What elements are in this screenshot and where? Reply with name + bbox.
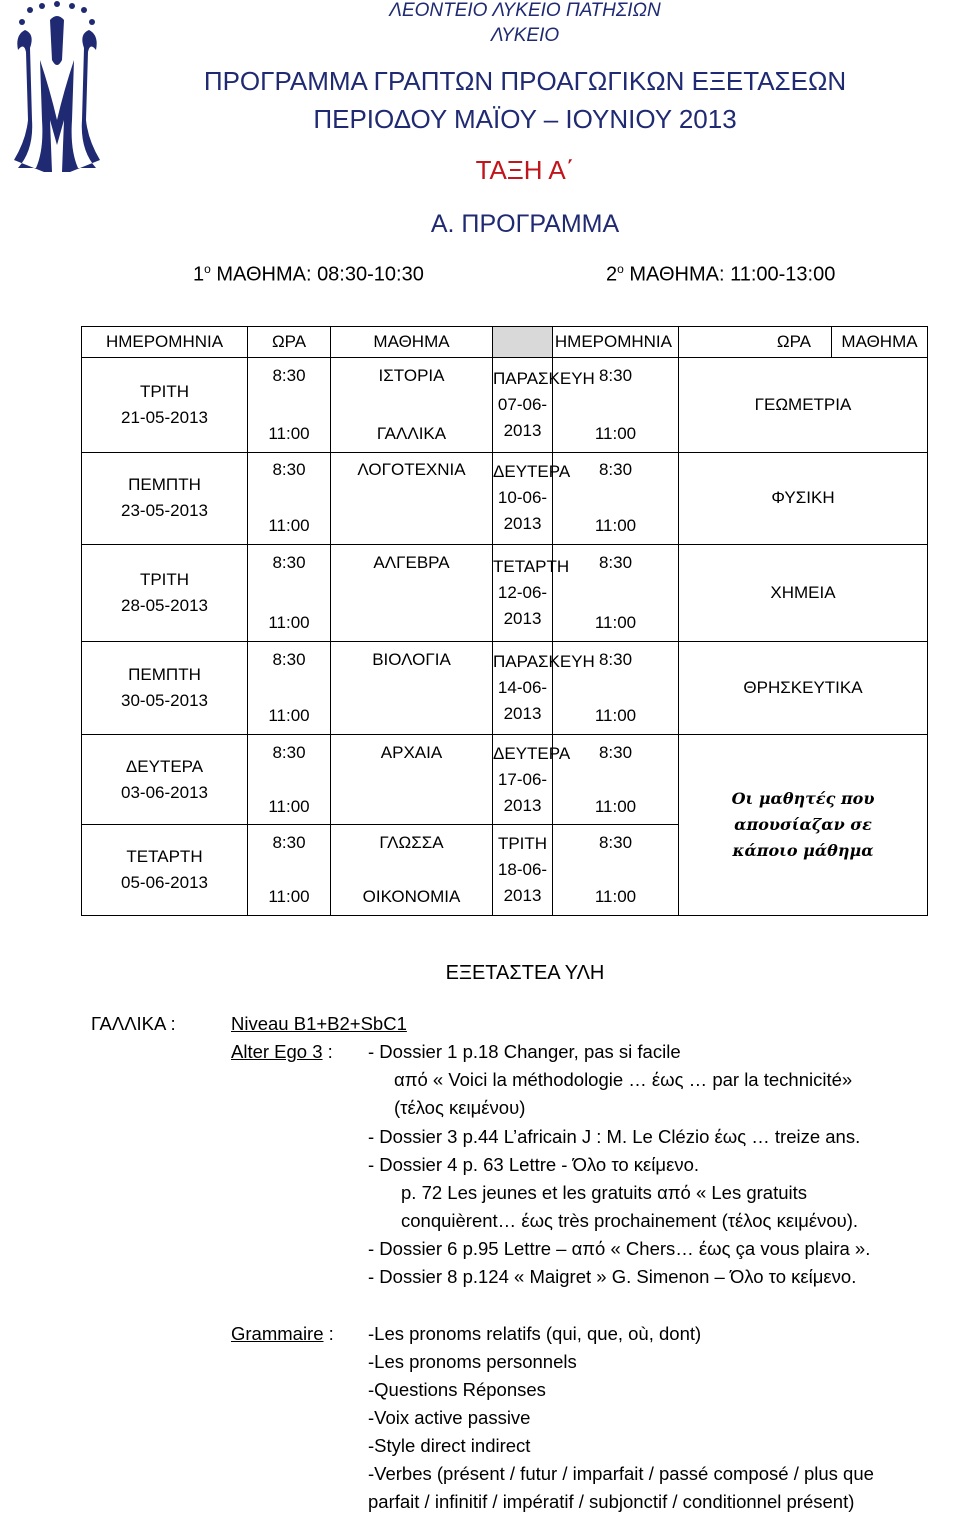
day-name: ΤΡΙΤΗ <box>139 381 190 401</box>
title-line2: ΠΕΡΙΟΔΟΥ ΜΑΪΟΥ – ΙΟΥΝΙΟΥ 2013 <box>313 104 737 134</box>
date-cell <box>493 545 570 642</box>
time: 11:00 <box>268 705 310 725</box>
syllabus-subject: ΓΑΛΛΙΚΑ : <box>91 1013 176 1034</box>
subject-cell <box>331 545 493 642</box>
subject-cell <box>331 642 493 735</box>
date: 23-05-2013 <box>121 501 208 521</box>
subject: ΘΡΗΣΚΕΥΤΙΚΑ <box>743 677 863 697</box>
date-cell <box>493 452 571 545</box>
day-name: ΤΡΙΤΗ <box>497 834 548 854</box>
grammar-line: -Voix active passive <box>368 1407 531 1428</box>
subject: ΓΕΩΜΕΤΡΙΑ <box>754 394 852 414</box>
day-name: ΤΡΙΤΗ <box>139 570 190 590</box>
time: 8:30 <box>272 365 306 385</box>
subject: ΓΑΛΛΙΚΑ <box>376 423 447 443</box>
absent-note-line: Οι μαθητές που <box>731 788 875 808</box>
day-name: ΠΕΜΠΤΗ <box>128 664 201 684</box>
grammar-line: -Les pronoms personnels <box>368 1351 577 1372</box>
section-title: Α. ΠΡΟΓΡΑΜΜΑ <box>430 210 620 238</box>
date: 21-05-2013 <box>121 407 208 427</box>
time-cell <box>553 357 679 452</box>
subject: ΛΟΓΟΤΕΧΝΙΑ <box>357 460 466 480</box>
date-cell <box>82 734 248 825</box>
time: 8:30 <box>272 553 306 573</box>
time: 11:00 <box>594 423 637 443</box>
syllabus-line: από « Voici la méthodologie … έως … par la technicité» <box>394 1069 853 1090</box>
time: 11:00 <box>268 613 310 633</box>
absent-note-line: απουσίαζαν σε <box>734 814 872 834</box>
time: 11:00 <box>594 796 637 816</box>
subject-cell <box>331 357 493 452</box>
syllabus-line: - Dossier 1 p.18 Changer, pas si facile <box>368 1041 681 1062</box>
day-name: ΠΑΡΑΣΚΕΥΗ <box>493 368 595 388</box>
date-cell <box>82 825 248 916</box>
header-cell: ΗΜΕΡΟΜΗΝΙΑ <box>553 327 679 358</box>
subject: ΒΙΟΛΟΓΙΑ <box>372 649 451 669</box>
subject: ΟΙΚΟΝΟΜΙΑ <box>362 887 461 907</box>
syllabus-level: Niveau B1+B2+SbC1 <box>231 1013 407 1034</box>
time-cell <box>248 734 331 825</box>
date-cell <box>82 452 248 545</box>
subject-cell <box>679 642 928 735</box>
syllabus-line: - Dossier 3 p.44 L’africain J : M. Le Clézio έως … treize ans. <box>368 1126 861 1147</box>
date-cell <box>82 357 248 452</box>
date-cell <box>82 642 248 735</box>
syllabus-line: (τέλος κειμένου) <box>394 1097 526 1118</box>
subject: ΦΥΣΙΚΗ <box>771 488 835 508</box>
absent-note-line: κάποιο μάθημα <box>732 840 874 860</box>
table-row <box>82 734 928 825</box>
table-row <box>82 545 928 642</box>
date: 14-06-2013 <box>497 677 548 723</box>
subject: ΙΣΤΟΡΙΑ <box>378 365 445 385</box>
time: 8:30 <box>272 649 306 669</box>
time-cell <box>553 452 679 545</box>
time-cell <box>553 825 679 916</box>
time-cell <box>553 642 679 735</box>
time: 11:00 <box>594 887 637 907</box>
period-2: $2^o$ ΜΑΘΗΜΑ: 11:00-13:00 <box>606 262 836 286</box>
day-name: ΠΑΡΑΣΚΕΥΗ <box>493 651 595 671</box>
day-name: ΤΕΤΑΡΤΗ <box>493 557 570 577</box>
day-name: ΔΕΥΤΕΡΑ <box>493 462 571 482</box>
time: 8:30 <box>598 365 633 385</box>
grammar-line: parfait / infinitif / impératif / subjonctif / conditionnel présent) <box>368 1491 855 1512</box>
table-row <box>82 642 928 735</box>
table-row <box>82 452 928 545</box>
date: 17-06-2013 <box>497 769 548 815</box>
subject: ΧΗΜΕΙΑ <box>770 583 836 603</box>
syllabus-line: - Dossier 6 p.95 Lettre – από « Chers… έως ça vous plaira ». <box>368 1238 871 1259</box>
syllabus-line: - Dossier 8 p.124 « Maigret » G. Simenon – Όλο το κείμενο. <box>368 1266 857 1287</box>
date: 07-06-2013 <box>497 394 548 440</box>
day-name: ΔΕΥΤΕΡΑ <box>125 756 204 776</box>
grammar-line: -Verbes (présent / futur / imparfait / passé composé / plus que <box>368 1463 874 1484</box>
class-title: ΤΑΞΗ Α΄ <box>475 155 575 185</box>
date-cell <box>493 357 595 452</box>
time: 11:00 <box>594 705 637 725</box>
subject-cell <box>679 545 928 642</box>
subject: ΑΡΧΑΙΑ <box>380 742 443 762</box>
grammar-line: -Les pronoms relatifs (qui, que, où, dont) <box>368 1323 702 1344</box>
grammar-label: Grammaire : <box>231 1323 334 1344</box>
time: 11:00 <box>268 796 310 816</box>
separator-column <box>493 327 553 358</box>
day-name: ΤΕΤΑΡΤΗ <box>126 847 203 867</box>
time: 11:00 <box>268 516 310 536</box>
grammar-line: -Style direct indirect <box>368 1435 531 1456</box>
header-cell: ΜΑΘΗΜΑ <box>331 327 493 358</box>
time: 11:00 <box>594 613 637 633</box>
header-cell: ΜΑΘΗΜΑ <box>832 327 928 358</box>
absent-note-cell <box>679 734 928 915</box>
date: 10-06-2013 <box>497 488 548 534</box>
date: 03-06-2013 <box>121 782 208 802</box>
time-cell <box>248 825 331 916</box>
exam-schedule-table <box>81 326 928 916</box>
date: 12-06-2013 <box>497 583 548 629</box>
subject-cell <box>331 825 493 916</box>
time: 8:30 <box>272 460 306 480</box>
date-cell <box>82 545 248 642</box>
time: 8:30 <box>272 833 306 853</box>
time-cell <box>248 452 331 545</box>
day-name: ΠΕΜΠΤΗ <box>128 475 201 495</box>
date-cell <box>493 642 595 735</box>
book-label: Alter Ego 3 : <box>231 1041 333 1062</box>
time-cell <box>248 357 331 452</box>
date: 05-06-2013 <box>121 873 208 893</box>
time-cell <box>553 734 679 825</box>
subject-cell <box>331 734 493 825</box>
date: 28-05-2013 <box>121 596 208 616</box>
syllabus-line: - Dossier 4 p. 63 Lettre - Όλο το κείμενο. <box>368 1154 700 1175</box>
title-line1: ΠΡΟΓΡΑΜΜΑ ΓΡΑΠΤΩΝ ΠΡΟΑΓΩΓΙΚΩΝ ΕΞΕΤΑΣΕΩΝ <box>203 66 847 96</box>
date-cell <box>493 825 553 916</box>
syllabus-title: ΕΞΕΤΑΣΤΕΑ ΥΛΗ <box>445 962 605 984</box>
time-cell <box>553 545 679 642</box>
school-name: ΛΕΟΝΤΕΙΟ ΛΥΚΕΙΟ ΠΑΤΗΣΙΩΝ <box>389 0 661 21</box>
syllabus-line: conquièrent… έως très prochainement (τέλος κειμένου). <box>401 1210 859 1231</box>
subject-cell <box>331 452 493 545</box>
syllabus-line: p. 72 Les jeunes et les gratuits από « Les gratuits <box>401 1182 808 1203</box>
time: 11:00 <box>268 423 310 443</box>
time: 8:30 <box>598 460 633 480</box>
school-level: ΛΥΚΕΙΟ <box>490 25 560 46</box>
day-name: ΔΕΥΤΕΡΑ <box>493 743 571 763</box>
date: 18-06-2013 <box>497 860 548 906</box>
header-cell: ΗΜΕΡΟΜΗΝΙΑ <box>82 327 248 358</box>
period-1: $1^o$ ΜΑΘΗΜΑ: 08:30-10:30 <box>193 262 424 286</box>
time: 8:30 <box>598 833 633 853</box>
time: 8:30 <box>598 553 633 573</box>
subject-cell <box>679 452 928 545</box>
grammar-line: -Questions Réponses <box>368 1379 546 1400</box>
time: 11:00 <box>268 887 310 907</box>
time: 8:30 <box>598 649 633 669</box>
time: 11:00 <box>594 516 637 536</box>
table-row <box>82 357 928 452</box>
date: 30-05-2013 <box>121 690 208 710</box>
time-cell <box>248 642 331 735</box>
subject-cell <box>679 357 928 452</box>
time: 8:30 <box>598 742 633 762</box>
table-header-row <box>82 327 928 358</box>
subject: ΑΛΓΕΒΡΑ <box>373 553 450 573</box>
time-cell <box>248 545 331 642</box>
header-cell: ΩΡΑ <box>248 327 331 358</box>
subject: ΓΛΩΣΣΑ <box>379 833 444 853</box>
time: 8:30 <box>272 742 306 762</box>
header-cell: ΩΡΑ <box>679 327 832 358</box>
date-cell <box>493 734 571 825</box>
